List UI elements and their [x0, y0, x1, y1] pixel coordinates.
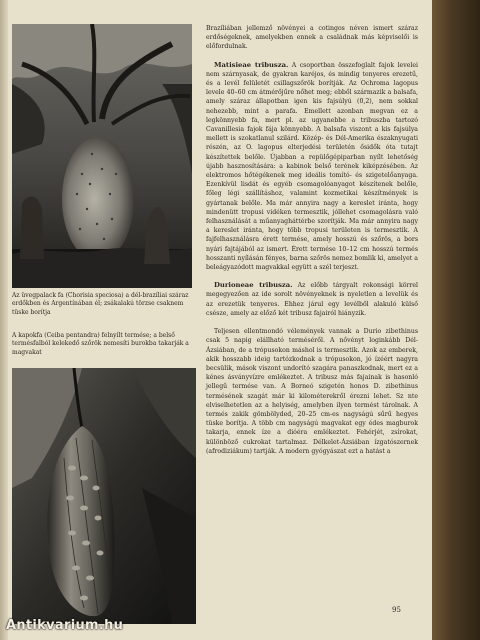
- caption-bottle-tree: Az üvegpalack fa (Chorisia speciosa) a dél-brazíliai száraz erdőkben és Argentínában él; zsákalakú törzse csaknem tüske borítja: [12, 292, 189, 316]
- section-body-durioneae: Az előbb tárgyalt rokonsági körrel megegyezően az ide sorolt növényeknek is nyeletlen a levelük és az erezetük tenyeres. Ehhez járul egy levélből alakuló külső csésze, amely az előző két tribusz fajairól hiányzik.: [206, 282, 418, 317]
- section-matisieae: [206, 61, 418, 273]
- photo-kapok-fruit: [12, 368, 196, 624]
- section-heading-matisieae: Matisieae tribusza.: [214, 60, 289, 69]
- book-spine: [432, 0, 480, 640]
- section-heading-durioneae: Durioneae tribusza.: [214, 281, 293, 290]
- page-binding-edge: [0, 0, 8, 640]
- watermark-logo: Antikvarium.hu: [6, 618, 124, 633]
- section-durioneae: [206, 281, 418, 318]
- page-number: 95: [392, 606, 401, 614]
- section-body-matisieae: A csoportban összefoglalt fajok levelei nem szárnyasak, de gyakran karéjos, és mindig tenyeres erezetű, és a levél felületét csillagszőrök borítják. Az Ochroma lagopus levele 40–60 cm átmérőjűre nőhet meg; ebből származik a balsafa, amely száraz állapotban igen kis fajsúlyú (0,2), nem sokkal nehezebb, mint a parafa. Emellett azonban megvan ez a legkönnyebb fa, mert pl. az ugyanebbe a tribuszba tartozó Cavanillesia fajok fája könnyebb. A balsafa viszont a kis fajsúlya mellett is szokatlanul szilárd. Közép- és Dél-Amerika északnyugati részén, az O. lagopus elterjedési területén ősidők óta tutajt készítettek belőle. Újabban a repülőgépiparban nyílt lehetőség újabb hasznosítására: a kabinok belső terének kiképzésében. Az elektromos hőtégékenek meg ideális tomító- és szigetelőanyaga. Ezenkívül lisdát és egyéb csomagolóanyagot készítenek belőle, főleg légi szállításhoz, valamint kozmetikai készítmények is gyártanak belőle. Ma már annyira nagy a kereslet iránta, hogy mindenütt tropusi vidéken termesztik, jóllehet csomagolásra való felhasználását a műanyagháttérbe szorítják. Ma már annyira nagy a kereslet iránta, hogy több tropusi területen is termesztik. A fajfelhasználásra érett termése, amely hosszú és szőrös, a bors nyári fajtájából az ismert. Érett termése 10–12 cm hosszú termés hosszanti nyílásán fényes, barna szőrös nemez bomlik ki, amelyet a beleágyazódott magvakkal együtt a szél terjeszt.: [206, 61, 418, 272]
- article-text-column: [206, 24, 418, 456]
- paragraph-durio-fruit: Teljesen ellentmondó vélemények vannak a Durio zibethinus csak 5 napig elállható terméséről. A nővényt loginkább Dél-Ázsiában, de a trópusokon máshol is termesztik. Azok az emberek, akik hosszabb ideig tartózkodnak a trópusokon, jó ízéért nagyra becsülik, mások viszont undorító szagára panaszkodnak, mert ez a kénes ásványvízre emlékeztet. A tribusz más fajainak is hasonló jellegű termése van. A Borneó szigetén honos D. zibethinus termésének szagát már ki kilométerekről érezni lehet. Sz nte elviselhetetlen az a helyiség, amelyben ilyen termést tárolnak. A termés zakik gömbölyded, 20–25 cm-es nagyságú sűrű hegyes tüske borítja. A több cm nagyságú magvakat egy édes magburok takarja, ennek íze a dióéra emlékeztet. Fehérjét, zsírokat, különböző cukrokat tartalmaz. Délkelet-Ázsiában ízgatószernek (afrodiziákum) tartják. A modern gyógyászat ezt a hatást a: [206, 328, 418, 455]
- caption-kapok-fruit: A kapokfa (Ceiba pentandra) felnyílt termése; a belső termésfalból kelekedő szőrök nemesíti burokba takarják a magvakat: [12, 332, 189, 356]
- intro-paragraph: Brazíliában jellemző növényei a cotingos néven ismert száraz erdőségeknek, amelyekben ennek a családnak más képviselői is előfordulnak.: [206, 25, 418, 51]
- photo-bottle-tree: [12, 24, 192, 288]
